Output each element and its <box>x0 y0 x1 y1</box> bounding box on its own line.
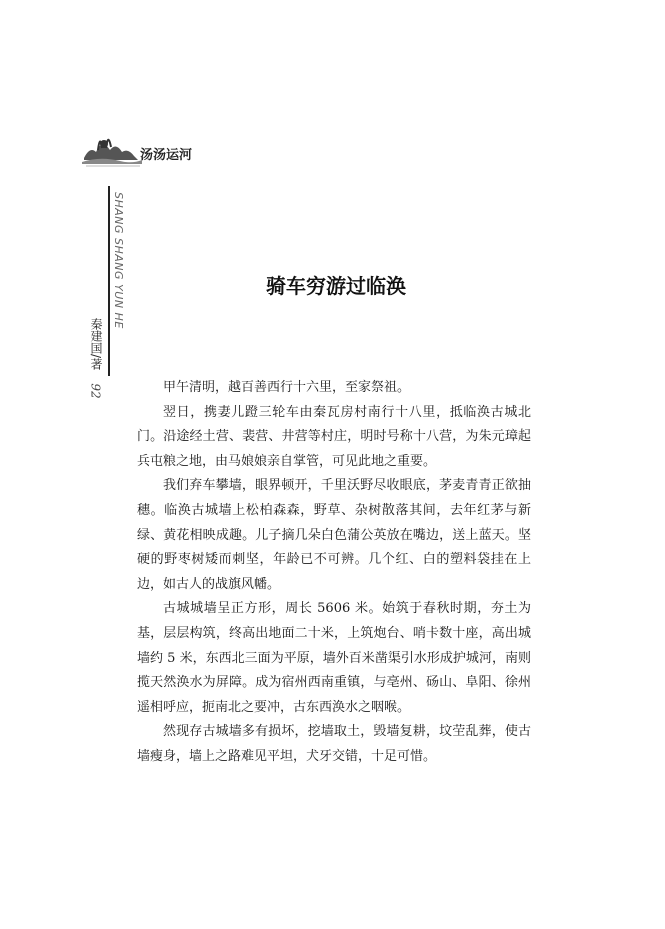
paragraph: 然现存古城墙多有损坏，挖墙取土，毁墙复耕，坟茔乱葬，使古墙瘦身，墙上之路难见平坦，犬牙交错，十足可惜。 <box>137 724 531 764</box>
page-number: 92 <box>88 383 103 399</box>
article-title: 骑车穷游过临涣 <box>266 274 406 298</box>
sidebar-english-title: SHANG SHANG YUN HE <box>112 192 125 329</box>
running-header <box>80 128 240 172</box>
sidebar-rule <box>108 186 110 376</box>
article-body <box>137 376 531 770</box>
sidebar-author: 秦建国/著 <box>89 318 103 371</box>
paragraph: 我们弃车攀墙，眼界顿开，千里沃野尽收眼底，茅麦青青正欲抽穗。临涣古城墙上松柏森森，野草、杂树散落其间，去年红茅与新绿、黄花相映成趣。儿子摘几朵白色蒲公英放在嘴边，送上蓝天。坚硬的野枣树矮而刺坚，年龄已不可辨。几个红、白的塑料袋挂在上边，如古人的战旗风幡。 <box>137 478 531 592</box>
book-title: 汤汤运河 <box>140 148 193 163</box>
paragraph: 甲午清明，越百善西行十六里，至家祭祖。 <box>163 380 411 395</box>
paragraph: 古城城墙呈正方形，周长 5606 米。始筑于春秋时期，夯土为基，层层构筑，终高出地面二十米，上筑炮台、哨卡数十座，高出城墙约 5 米，东西北三面为平原，墙外百米凿渠引水形成护城河，南则揽天然涣水为屏障。成为宿州西南重镇，与亳州、砀山、阜阳、徐州遥相呼应，扼南北之要冲，古东西涣水之咽喉。 <box>137 601 531 715</box>
paragraph: 翌日，携妻儿蹬三轮车由秦瓦房村南行十八里，抵临涣古城北门。沿途经土营、裴营、井营等村庄，明时号称十八营，为朱元璋起兵屯粮之地，由马娘娘亲自掌管，可见此地之重要。 <box>137 404 531 469</box>
